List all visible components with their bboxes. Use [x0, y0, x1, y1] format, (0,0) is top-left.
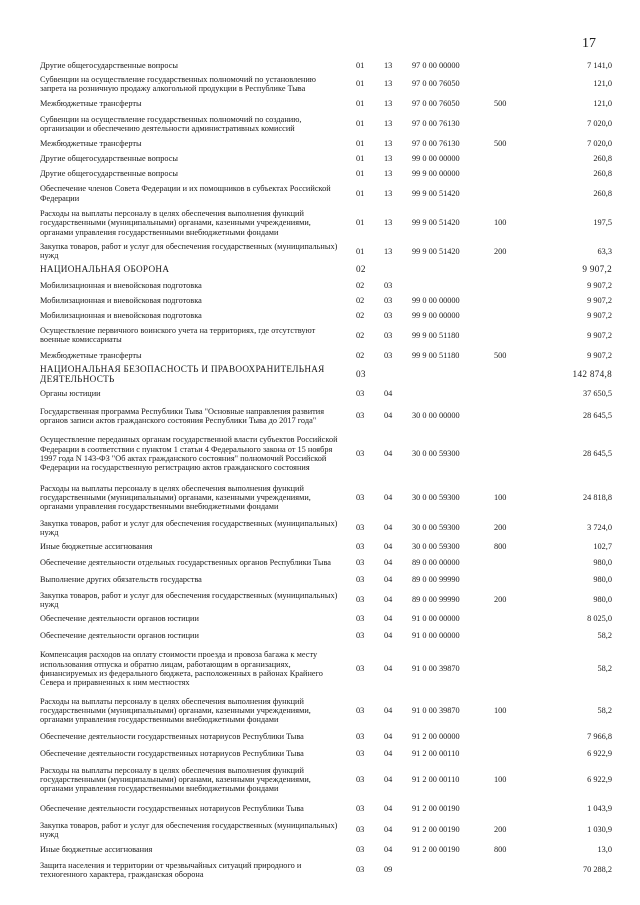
- row-name: Мобилизационная и вневойсковая подготовка: [40, 296, 202, 306]
- row-target-article: 89 0 00 00000: [412, 557, 460, 567]
- row-expense-type: 100: [494, 706, 507, 716]
- row-section-code: 01: [356, 188, 365, 198]
- row-amount: 37 650,5: [582, 388, 612, 398]
- row-subsection-code: 03: [384, 330, 393, 340]
- table-row: [40, 205, 612, 241]
- row-subsection-code: 04: [384, 492, 393, 502]
- row-name: Иные бюджетные ассигнования: [40, 844, 153, 854]
- table-row: [40, 478, 612, 517]
- table-row: [40, 58, 612, 73]
- row-name: Мобилизационная и вневойсковая подготовка: [40, 311, 202, 321]
- row-amount: 9 907,2: [587, 351, 612, 361]
- row-expense-type: 200: [494, 523, 507, 533]
- row-target-article: 99 9 00 00000: [412, 169, 460, 179]
- row-section-code: 01: [356, 60, 365, 70]
- row-target-article: 91 2 00 00000: [412, 732, 460, 742]
- row-subsection-code: 04: [384, 775, 393, 785]
- row-name: Обеспечение деятельности отдельных государственных органов Республики Тыва: [40, 557, 331, 567]
- row-name: Осуществление переданных органам государственной власти субъектов Российской Федерации в соответствии с пунктом 1 статьи 4 Федерального закона от 15 ноября 1997 года N 143-ФЗ "Об актах гражданского состояния" полномочий Российской Федерации на государственную регистрацию актов гражданского состояния: [40, 435, 338, 473]
- row-amount: 28 645,5: [582, 411, 612, 421]
- row-subsection-code: 13: [384, 188, 393, 198]
- row-subsection-code: 04: [384, 732, 393, 742]
- row-section-code: 01: [356, 153, 365, 163]
- row-subsection-code: 04: [384, 748, 393, 758]
- row-amount: 58,2: [597, 631, 612, 641]
- row-expense-type: 200: [494, 595, 507, 605]
- row-subsection-code: 13: [384, 79, 393, 89]
- row-target-article: 97 0 00 76130: [412, 119, 460, 129]
- row-name: Обеспечение членов Совета Федерации и их помощников в субъектах Российской Федерации: [40, 184, 331, 203]
- row-target-article: 99 9 00 51180: [412, 351, 460, 361]
- row-amount: 6 922,9: [587, 748, 612, 758]
- row-name: Расходы на выплаты персоналу в целях обеспечения выполнения функций государственными (муниципальными) органами, казенными учреждениями, органами управления государственными внебюджетными фондами: [40, 483, 311, 511]
- row-section-code: 03: [356, 732, 365, 742]
- table-row: [40, 430, 612, 478]
- row-amount: 1 030,9: [587, 825, 612, 835]
- table-row: [40, 402, 612, 430]
- row-name: Закупка товаров, работ и услуг для обеспечения государственных (муниципальных) нужд: [40, 590, 338, 609]
- row-section-code: 03: [356, 631, 365, 641]
- row-amount: 121,0: [593, 79, 612, 89]
- row-amount: 28 645,5: [582, 449, 612, 459]
- table-row: [40, 347, 612, 364]
- row-amount: 3 724,0: [587, 523, 612, 533]
- row-section-code: 03: [356, 803, 365, 813]
- row-section-code: 03: [356, 595, 365, 605]
- row-amount: 7 966,8: [587, 732, 612, 742]
- row-name: Компенсация расходов на оплату стоимости проезда и провоза багажа к месту использования отпуска и обратно лицам, работающим в организациях, финансируемых из федерального бюджета, расположенных в районах Крайнего Севера и приравненных к ним местностях: [40, 650, 323, 688]
- row-amount: 197,5: [593, 218, 612, 228]
- row-name: Иные бюджетные ассигнования: [40, 542, 153, 552]
- row-subsection-code: 04: [384, 664, 393, 674]
- row-amount: 7 020,0: [587, 138, 612, 148]
- row-target-article: 30 0 00 00000: [412, 411, 460, 421]
- row-target-article: 99 9 00 51420: [412, 218, 460, 228]
- row-name: Субвенции на осуществление государственных полномочий по созданию, организации и обеспечению деятельности административных комиссий: [40, 114, 302, 133]
- row-amount: 9 907,2: [582, 264, 612, 275]
- row-amount: 9 907,2: [587, 296, 612, 306]
- row-target-article: 91 2 00 00190: [412, 803, 460, 813]
- row-target-article: 99 9 00 51420: [412, 188, 460, 198]
- row-section-code: 03: [356, 369, 366, 379]
- row-subsection-code: 04: [384, 574, 393, 584]
- row-name: Закупка товаров, работ и услуг для обеспечения государственных (муниципальных) нужд: [40, 242, 338, 261]
- row-target-article: 99 9 00 51420: [412, 246, 460, 256]
- budget-table: [40, 58, 612, 882]
- table-row: [40, 323, 612, 347]
- row-target-article: 30 0 00 59300: [412, 449, 460, 459]
- row-subsection-code: 04: [384, 542, 393, 552]
- table-row: [40, 95, 612, 112]
- table-row: [40, 627, 612, 645]
- row-name: Другие общегосударственные вопросы: [40, 60, 178, 70]
- row-name: Осуществление первичного воинского учета на территориях, где отсутствуют военные комиссариаты: [40, 326, 316, 345]
- row-expense-type: 800: [494, 542, 507, 552]
- row-name: Обеспечение деятельности государственных нотариусов Республики Тыва: [40, 803, 304, 813]
- row-target-article: 30 0 00 59300: [412, 523, 460, 533]
- row-name: Закупка товаров, работ и услуг для обеспечения государственных (муниципальных) нужд: [40, 820, 338, 839]
- table-row: [40, 729, 612, 745]
- row-name: Государственная программа Республики Тыва "Основные направления развития органов записи актов гражданского состояния Республики Тыва до 2017 года": [40, 406, 325, 425]
- row-subsection-code: 04: [384, 614, 393, 624]
- row-expense-type: 500: [494, 351, 507, 361]
- row-target-article: 30 0 00 59300: [412, 492, 460, 502]
- row-subsection-code: 04: [384, 523, 393, 533]
- row-amount: 58,2: [597, 664, 612, 674]
- row-name: Межбюджетные трансферты: [40, 351, 142, 361]
- row-expense-type: 500: [494, 98, 507, 108]
- row-name: Субвенции на осуществление государственных полномочий по установлению запрета на розничную продажу алкогольной продукции в Республике Тыва: [40, 74, 317, 93]
- row-amount: 9 907,2: [587, 311, 612, 321]
- row-section-code: 03: [356, 748, 365, 758]
- table-row: [40, 112, 612, 136]
- row-target-article: 97 0 00 76050: [412, 98, 460, 108]
- row-section-code: 02: [356, 264, 366, 275]
- row-subsection-code: 13: [384, 119, 393, 129]
- table-row: [40, 611, 612, 627]
- row-subsection-code: 04: [384, 825, 393, 835]
- table-row: [40, 73, 612, 95]
- row-subsection-code: 04: [384, 557, 393, 567]
- table-row: [40, 858, 612, 882]
- row-name: Обеспечение деятельности государственных нотариусов Республики Тыва: [40, 732, 304, 742]
- table-row: [40, 645, 612, 693]
- row-section-code: 03: [356, 865, 365, 875]
- row-subsection-code: 04: [384, 844, 393, 854]
- row-target-article: 91 2 00 00110: [412, 748, 460, 758]
- row-amount: 13,0: [597, 844, 612, 854]
- row-section-code: 02: [356, 351, 365, 361]
- row-target-article: 97 0 00 76130: [412, 138, 460, 148]
- row-target-article: 97 0 00 76050: [412, 79, 460, 89]
- table-row: [40, 555, 612, 570]
- row-amount: 9 907,2: [587, 330, 612, 340]
- row-subsection-code: 04: [384, 388, 393, 398]
- row-section-code: 01: [356, 138, 365, 148]
- row-target-article: 91 0 00 00000: [412, 631, 460, 641]
- row-amount: 24 818,8: [582, 492, 612, 502]
- row-expense-type: 200: [494, 825, 507, 835]
- row-subsection-code: 13: [384, 246, 393, 256]
- row-subsection-code: 04: [384, 449, 393, 459]
- row-target-article: 91 0 00 39870: [412, 706, 460, 716]
- table-row: [40, 364, 612, 384]
- row-subsection-code: 13: [384, 153, 393, 163]
- row-section-code: 02: [356, 330, 365, 340]
- row-section-code: 02: [356, 311, 365, 321]
- row-section-code: 03: [356, 492, 365, 502]
- row-target-article: 91 0 00 00000: [412, 614, 460, 624]
- row-section-code: 02: [356, 296, 365, 306]
- row-name: Межбюджетные трансферты: [40, 138, 142, 148]
- row-amount: 1 043,9: [587, 803, 612, 813]
- row-name: Выполнение других обязательств государства: [40, 574, 202, 584]
- row-amount: 980,0: [593, 595, 612, 605]
- row-section-code: 03: [356, 844, 365, 854]
- table-row: [40, 293, 612, 308]
- row-target-article: 91 2 00 00190: [412, 844, 460, 854]
- row-section-code: 01: [356, 98, 365, 108]
- row-expense-type: 100: [494, 492, 507, 502]
- table-row: [40, 261, 612, 278]
- table-row: [40, 136, 612, 151]
- table-row: [40, 819, 612, 841]
- page-number: 17: [582, 36, 596, 51]
- row-expense-type: 500: [494, 138, 507, 148]
- row-subsection-code: 03: [384, 351, 393, 361]
- row-target-article: 99 9 00 51180: [412, 330, 460, 340]
- row-amount: 8 025,0: [587, 614, 612, 624]
- row-target-article: 30 0 00 59300: [412, 542, 460, 552]
- row-subsection-code: 09: [384, 865, 393, 875]
- row-name: НАЦИОНАЛЬНАЯ ОБОРОНА: [40, 264, 170, 275]
- row-name: Обеспечение деятельности государственных нотариусов Республики Тыва: [40, 748, 304, 758]
- row-subsection-code: 13: [384, 218, 393, 228]
- row-name: Другие общегосударственные вопросы: [40, 153, 178, 163]
- row-subsection-code: 13: [384, 138, 393, 148]
- row-section-code: 03: [356, 706, 365, 716]
- row-subsection-code: 04: [384, 631, 393, 641]
- row-section-code: 03: [356, 523, 365, 533]
- row-name: Расходы на выплаты персоналу в целях обеспечения выполнения функций государственными (муниципальными) органами, казенными учреждениями, органами управления государственными внебюджетными фондами: [40, 209, 311, 237]
- row-name: Органы юстиции: [40, 388, 101, 398]
- row-amount: 260,8: [593, 169, 612, 179]
- row-section-code: 01: [356, 79, 365, 89]
- row-section-code: 01: [356, 169, 365, 179]
- row-amount: 7 020,0: [587, 119, 612, 129]
- row-amount: 260,8: [593, 153, 612, 163]
- row-section-code: 03: [356, 825, 365, 835]
- row-name: Расходы на выплаты персоналу в целях обеспечения выполнения функций государственными (муниципальными) органами, казенными учреждениями, органами управления государственными внебюджетными фондами: [40, 766, 311, 794]
- table-row: [40, 589, 612, 611]
- table-row: [40, 517, 612, 539]
- row-section-code: 03: [356, 388, 365, 398]
- row-amount: 6 922,9: [587, 775, 612, 785]
- row-expense-type: 100: [494, 218, 507, 228]
- row-subsection-code: 03: [384, 311, 393, 321]
- row-target-article: 89 0 00 99990: [412, 595, 460, 605]
- row-amount: 102,7: [593, 542, 612, 552]
- table-row: [40, 278, 612, 293]
- table-row: [40, 841, 612, 858]
- row-target-article: 89 0 00 99990: [412, 574, 460, 584]
- table-row: [40, 166, 612, 182]
- row-subsection-code: 04: [384, 803, 393, 813]
- row-section-code: 03: [356, 775, 365, 785]
- table-row: [40, 762, 612, 798]
- table-row: [40, 385, 612, 402]
- row-subsection-code: 13: [384, 60, 393, 70]
- row-amount: 980,0: [593, 557, 612, 567]
- row-section-code: 03: [356, 664, 365, 674]
- table-row: [40, 745, 612, 762]
- row-name: Защита населения и территории от чрезвычайных ситуаций природного и техногенного характера, гражданская оборона: [40, 860, 302, 879]
- row-section-code: 03: [356, 449, 365, 459]
- row-section-code: 03: [356, 542, 365, 552]
- row-subsection-code: 13: [384, 98, 393, 108]
- row-expense-type: 200: [494, 246, 507, 256]
- row-amount: 63,3: [597, 246, 612, 256]
- row-name: Обеспечение деятельности органов юстиции: [40, 614, 199, 624]
- row-name: Другие общегосударственные вопросы: [40, 169, 178, 179]
- row-target-article: 91 2 00 00110: [412, 775, 460, 785]
- row-name: Закупка товаров, работ и услуг для обеспечения государственных (муниципальных) нужд: [40, 518, 338, 537]
- row-name: Расходы на выплаты персоналу в целях обеспечения выполнения функций государственными (муниципальными) органами, казенными учреждениями, органами управления государственными внебюджетными фондами: [40, 697, 311, 725]
- row-section-code: 02: [356, 281, 365, 291]
- row-subsection-code: 04: [384, 411, 393, 421]
- row-expense-type: 100: [494, 775, 507, 785]
- row-target-article: 99 0 00 00000: [412, 296, 460, 306]
- row-subsection-code: 03: [384, 281, 393, 291]
- row-name: Обеспечение деятельности органов юстиции: [40, 631, 199, 641]
- table-row: [40, 241, 612, 261]
- row-target-article: 97 0 00 00000: [412, 60, 460, 70]
- row-subsection-code: 04: [384, 706, 393, 716]
- table-row: [40, 151, 612, 166]
- row-name: Мобилизационная и вневойсковая подготовка: [40, 281, 202, 291]
- row-section-code: 03: [356, 614, 365, 624]
- row-amount: 980,0: [593, 574, 612, 584]
- table-row: [40, 570, 612, 589]
- row-section-code: 03: [356, 557, 365, 567]
- table-row: [40, 798, 612, 819]
- row-section-code: 01: [356, 119, 365, 129]
- row-target-article: 91 2 00 00190: [412, 825, 460, 835]
- table-row: [40, 693, 612, 729]
- row-amount: 70 288,2: [582, 865, 612, 875]
- row-subsection-code: 13: [384, 169, 393, 179]
- row-section-code: 03: [356, 411, 365, 421]
- row-amount: 9 907,2: [587, 281, 612, 291]
- row-target-article: 99 0 00 00000: [412, 153, 460, 163]
- row-amount: 7 141,0: [587, 60, 612, 70]
- row-amount: 260,8: [593, 188, 612, 198]
- table-row: [40, 539, 612, 555]
- row-amount: 142 874,8: [572, 369, 612, 379]
- row-section-code: 01: [356, 218, 365, 228]
- row-name: НАЦИОНАЛЬНАЯ БЕЗОПАСНОСТЬ И ПРАВООХРАНИТЕЛЬНАЯ ДЕЯТЕЛЬНОСТЬ: [40, 364, 325, 384]
- row-section-code: 03: [356, 574, 365, 584]
- row-target-article: 99 9 00 00000: [412, 311, 460, 321]
- row-target-article: 91 0 00 39870: [412, 664, 460, 674]
- table-row: [40, 308, 612, 323]
- row-subsection-code: 04: [384, 595, 393, 605]
- row-subsection-code: 03: [384, 296, 393, 306]
- row-expense-type: 800: [494, 844, 507, 854]
- row-amount: 121,0: [593, 98, 612, 108]
- row-name: Межбюджетные трансферты: [40, 98, 142, 108]
- row-amount: 58,2: [597, 706, 612, 716]
- row-section-code: 01: [356, 246, 365, 256]
- table-row: [40, 182, 612, 205]
